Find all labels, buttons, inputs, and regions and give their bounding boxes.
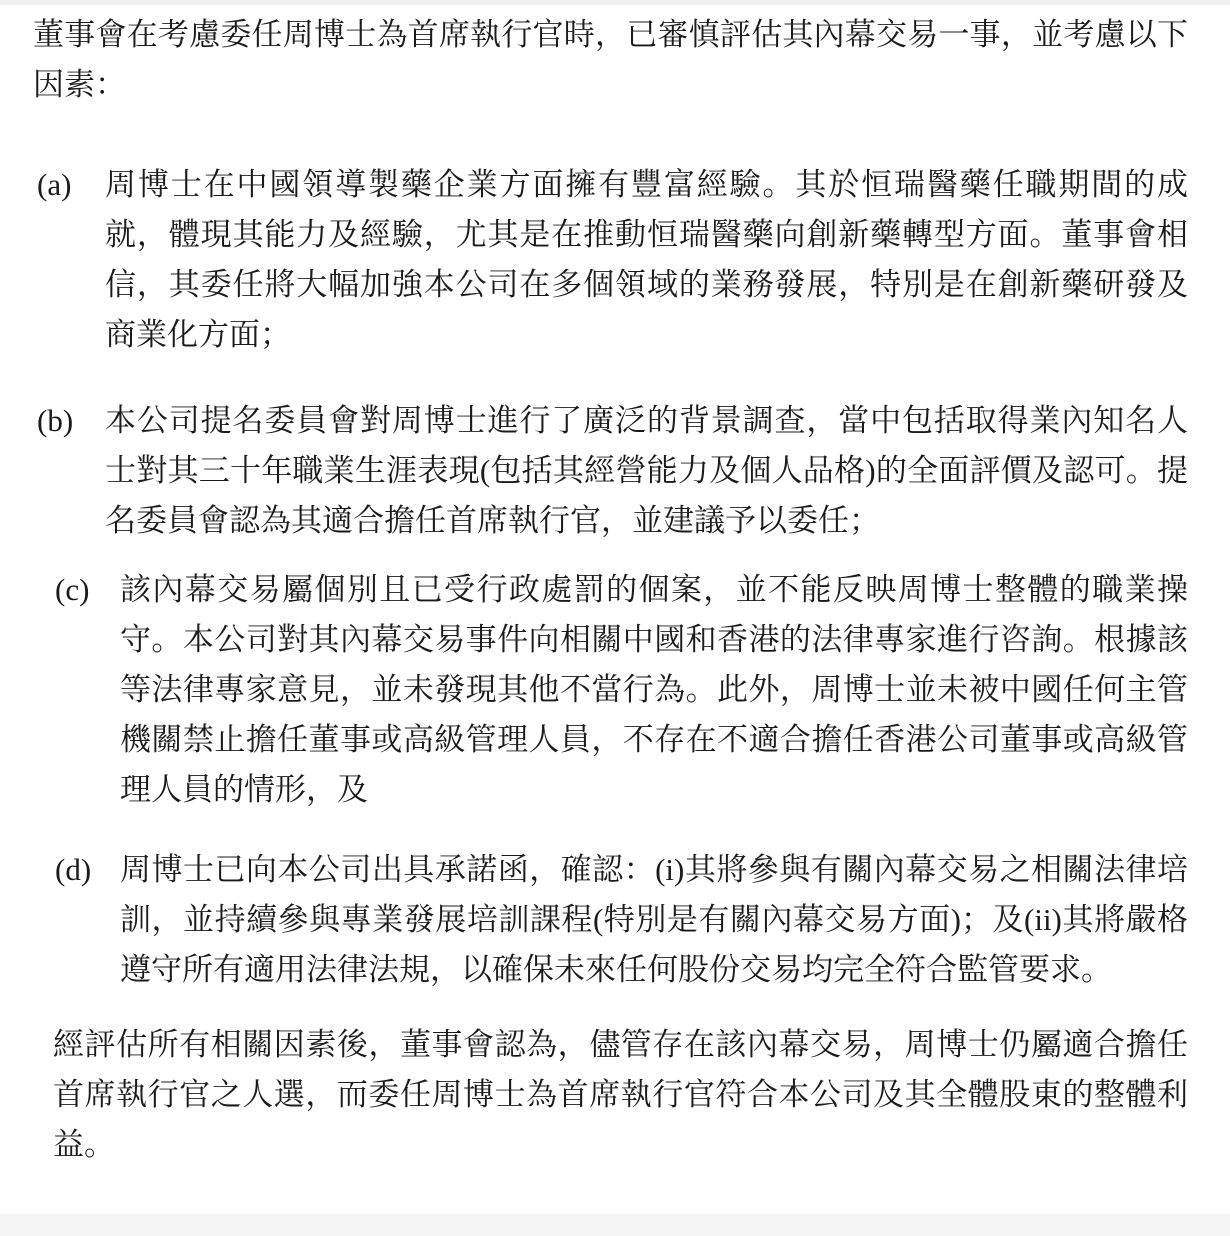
item-c-text: 該內幕交易屬個別且已受行政處罰的個案，並不能反映周博士整體的職業操守。本公司對其內幕交易事件向相關中國和香港的法律專家進行咨詢。根據該等法律專家意見，並未發現其他不當行為。此外，周博士並未被中國任何主管機關禁止擔任董事或高級管理人員，不存在不適合擔任香港公司董事或高級管理人員的情形，及 bbox=[120, 572, 1188, 807]
page-bottom-edge bbox=[0, 1214, 1230, 1236]
item-a-label: (a) bbox=[37, 167, 72, 202]
page-top-edge bbox=[0, 0, 1230, 5]
item-d-text: 周博士已向本公司出具承諾函，確認：(i)其將參與有關內幕交易之相關法律培訓，並持續參與專業發展培訓課程(特別是有關內幕交易方面)；及(ii)其將嚴格遵守所有適用法律法規，以確保未來任何股份交易均完全符合監管要求。 bbox=[120, 852, 1188, 987]
item-b-label: (b) bbox=[37, 403, 74, 438]
list-item-b bbox=[37, 396, 1188, 546]
list-item-a bbox=[37, 160, 1188, 360]
intro-paragraph: 董事會在考慮委任周博士為首席執行官時，已審慎評估其內幕交易一事，並考慮以下因素： bbox=[33, 17, 1188, 102]
list-item-c bbox=[55, 565, 1188, 815]
list-item-d bbox=[55, 845, 1188, 995]
item-d-label: (d) bbox=[55, 852, 92, 887]
conclusion-paragraph: 經評估所有相關因素後，董事會認為，儘管存在該內幕交易，周博士仍屬適合擔任首席執行官之人選，而委任周博士為首席執行官符合本公司及其全體股東的整體利益。 bbox=[53, 1027, 1188, 1162]
item-c-label: (c) bbox=[55, 572, 90, 607]
item-b-text: 本公司提名委員會對周博士進行了廣泛的背景調查，當中包括取得業內知名人士對其三十年職業生涯表現(包括其經營能力及個人品格)的全面評價及認可。提名委員會認為其適合擔任首席執行官，並建議予以委任； bbox=[105, 403, 1188, 538]
item-a-text: 周博士在中國領導製藥企業方面擁有豐富經驗。其於恒瑞醫藥任職期間的成就，體現其能力及經驗，尤其是在推動恒瑞醫藥向創新藥轉型方面。董事會相信，其委任將大幅加強本公司在多個領域的業務發展，特別是在創新藥研發及商業化方面； bbox=[105, 167, 1188, 352]
